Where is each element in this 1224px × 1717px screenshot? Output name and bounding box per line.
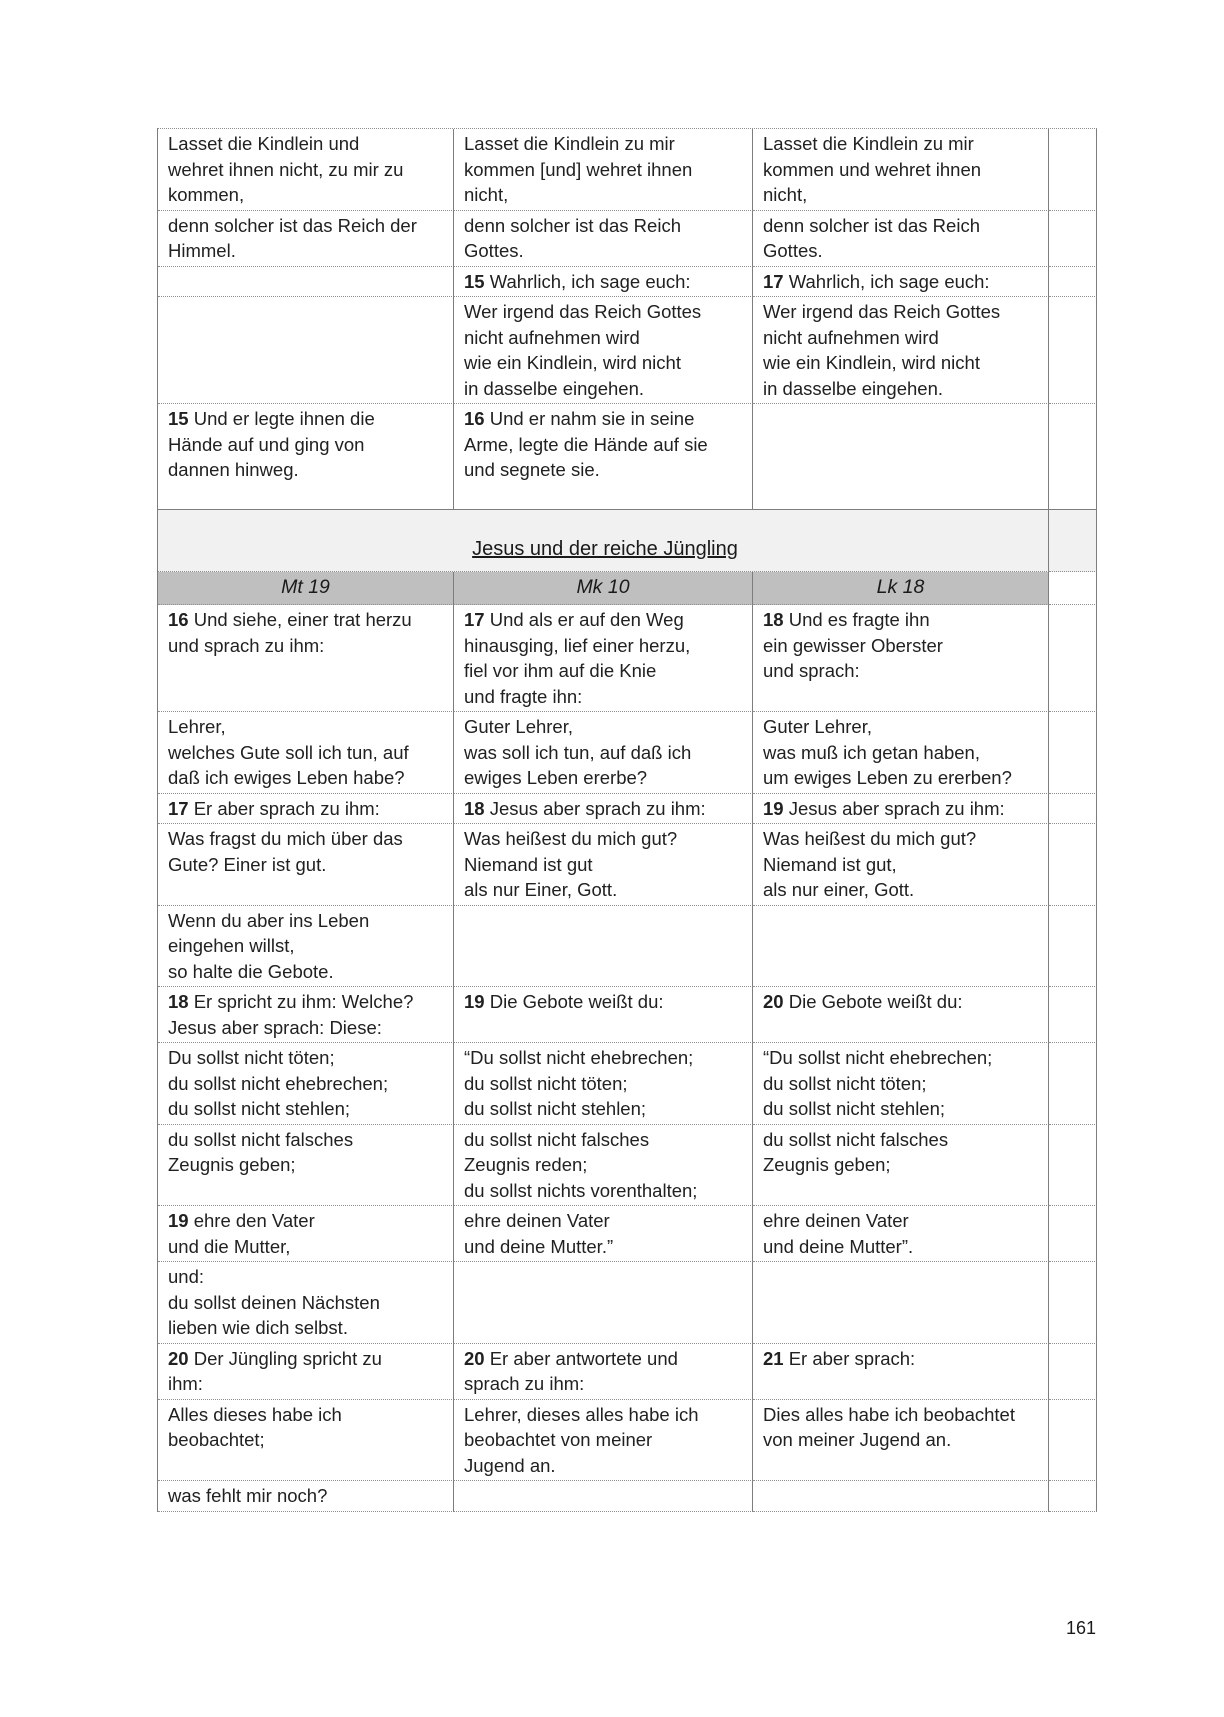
verse-line: Was fragst du mich über das [168, 828, 403, 849]
verse-line: in dasselbe eingehen. [763, 377, 944, 399]
verse-line: du sollst deinen Nächsten [168, 1291, 380, 1313]
verse-line: du sollst nicht stehlen; [464, 1098, 647, 1119]
margin-cell [1049, 510, 1097, 572]
verse-line: kommen und wehret ihnen [763, 158, 982, 180]
verse-line: Dies alles habe ich beobachtet [763, 1403, 1015, 1425]
margin-cell [1049, 906, 1097, 988]
verse-cell-lk [753, 712, 1049, 794]
verse-line: Guter Lehrer, [763, 716, 873, 737]
section-title: Jesus und der reiche Jüngling [472, 537, 738, 560]
verse-cell-mk [454, 712, 753, 794]
verse-cell-mk [454, 1481, 753, 1512]
verse-line: du sollst nichts vorenthalten; [464, 1179, 698, 1201]
verse-cell-mt [158, 1400, 454, 1482]
verse-line: Gottes. [464, 240, 524, 261]
margin-cell [1049, 1043, 1097, 1125]
section-heading-row [158, 510, 1097, 572]
verse-line: beobachtet von meiner [464, 1429, 653, 1450]
verse-line: Niemand ist gut, [763, 853, 897, 875]
verse-line: 17 Und als er auf den Weg [464, 609, 684, 630]
verse-line: Niemand ist gut [464, 853, 593, 875]
verse-line: 19 ehre den Vater [168, 1210, 315, 1231]
margin-cell [1049, 605, 1097, 712]
margin-cell [1049, 794, 1097, 825]
verse-line: 19 Jesus aber sprach zu ihm: [763, 797, 1005, 819]
verse-cell-mt [158, 1043, 454, 1125]
verse-line: Lehrer, [168, 716, 226, 737]
verse-cell-lk [753, 129, 1049, 211]
verse-line: du sollst nicht falsches [464, 1128, 650, 1150]
verse-line: du sollst nicht stehlen; [763, 1098, 946, 1119]
verse-cell-mk [454, 1344, 753, 1400]
verse-line: nicht, [464, 184, 509, 205]
verse-line: Wer irgend das Reich Gottes [464, 301, 702, 322]
margin-cell [1049, 267, 1097, 298]
verse-cell-mk [454, 794, 753, 825]
verse-line: 18 Jesus aber sprach zu ihm: [464, 797, 706, 819]
verse-line: Lasset die Kindlein zu mir [763, 133, 974, 154]
verse-cell-mt [158, 712, 454, 794]
verse-line: wehret ihnen nicht, zu mir zu [168, 158, 404, 180]
verse-cell-mt [158, 1344, 454, 1400]
verse-line: und die Mutter, [168, 1235, 291, 1257]
verse-cell-mk [454, 1262, 753, 1344]
section-title-cell [158, 510, 1049, 572]
margin-cell [1049, 129, 1097, 211]
verse-line: sprach zu ihm: [464, 1373, 585, 1394]
verse-cell-mk [454, 1400, 753, 1482]
margin-cell [1049, 824, 1097, 906]
verse-line: du sollst nicht töten; [763, 1072, 927, 1094]
verse-line: was muß ich getan haben, [763, 741, 980, 763]
verse-line: und sprach: [763, 660, 860, 681]
verse-line: als nur einer, Gott. [763, 879, 915, 900]
verse-line: Hände auf und ging von [168, 433, 365, 455]
verse-cell-mt [158, 987, 454, 1043]
verse-line: 15 Wahrlich, ich sage euch: [464, 270, 691, 292]
column-header-label: Mk 10 [576, 576, 630, 599]
verse-line: und segnete sie. [464, 459, 600, 480]
pericope-table-children-blessing [158, 129, 1097, 510]
verse-line: 18 Er spricht zu ihm: Welche? [168, 991, 414, 1012]
verse-cell-mt [158, 404, 454, 510]
page-number: 161 [1065, 1618, 1096, 1638]
verse-cell-mt [158, 605, 454, 712]
verse-line: was soll ich tun, auf daß ich [464, 741, 692, 763]
pericope-table-rich-young-man [158, 605, 1097, 1512]
verse-line: Himmel. [168, 240, 236, 261]
verse-line: du sollst nicht stehlen; [168, 1098, 351, 1119]
verse-line: Zeugnis geben; [168, 1154, 296, 1175]
verse-line: du sollst nicht falsches [168, 1128, 354, 1150]
margin-cell [1049, 712, 1097, 794]
verse-line: eingehen willst, [168, 935, 295, 956]
margin-cell [1049, 211, 1097, 267]
verse-line: Zeugnis geben; [763, 1154, 891, 1175]
verse-cell-mt [158, 1481, 454, 1512]
verse-line: ehre deinen Vater [464, 1210, 610, 1231]
column-header-label: Mt 19 [281, 576, 330, 599]
verse-cell-mk [454, 987, 753, 1043]
margin-cell [1049, 297, 1097, 404]
verse-line: Du sollst nicht töten; [168, 1047, 335, 1068]
verse-line: 17 Er aber sprach zu ihm: [168, 797, 380, 819]
verse-line: Gottes. [763, 240, 823, 261]
verse-line: “Du sollst nicht ehebrechen; [464, 1047, 694, 1068]
verse-line: ein gewisser Oberster [763, 634, 943, 656]
verse-line: wie ein Kindlein, wird nicht [464, 352, 681, 373]
verse-line: Arme, legte die Hände auf sie [464, 433, 708, 455]
verse-cell-mk [454, 1043, 753, 1125]
verse-cell-mt [158, 297, 454, 404]
verse-line: Lasset die Kindlein und [168, 133, 360, 154]
verse-cell-lk [753, 404, 1049, 510]
verse-line: denn solcher ist das Reich der [168, 214, 417, 236]
verse-cell-mt [158, 267, 454, 298]
verse-line: und deine Mutter”. [763, 1235, 914, 1257]
verse-line: Gute? Einer ist gut. [168, 853, 327, 875]
verse-line: nicht, [763, 184, 808, 205]
verse-cell-lk [753, 794, 1049, 825]
verse-line: kommen, [168, 184, 245, 205]
verse-line: denn solcher ist das Reich [763, 214, 980, 236]
verse-cell-lk [753, 1400, 1049, 1482]
verse-line: Jugend an. [464, 1454, 556, 1476]
verse-cell-mt [158, 211, 454, 267]
verse-cell-lk [753, 906, 1049, 988]
column-header-mk10 [454, 572, 753, 605]
verse-cell-mk [454, 297, 753, 404]
verse-cell-lk [753, 1481, 1049, 1512]
verse-line: ehre deinen Vater [763, 1210, 909, 1231]
verse-line: und sprach zu ihm: [168, 634, 325, 656]
margin-cell [1049, 1481, 1097, 1512]
verse-line: 19 Die Gebote weißt du: [464, 991, 664, 1012]
verse-line: hinausging, lief einer herzu, [464, 634, 691, 656]
gospel-synopsis-table [157, 128, 1097, 1512]
verse-line: 20 Der Jüngling spricht zu [168, 1347, 382, 1369]
verse-line: Lehrer, dieses alles habe ich [464, 1403, 699, 1425]
margin-cell [1049, 1125, 1097, 1207]
verse-cell-lk [753, 1206, 1049, 1262]
margin-cell [1049, 1344, 1097, 1400]
verse-cell-mt [158, 1206, 454, 1262]
column-header-label: Lk 18 [876, 576, 925, 599]
verse-cell-lk [753, 1344, 1049, 1400]
verse-line: Was heißest du mich gut? [464, 828, 678, 849]
verse-cell-mt [158, 1262, 454, 1344]
margin-cell [1049, 404, 1097, 510]
column-header-row [158, 572, 1097, 605]
verse-line: 17 Wahrlich, ich sage euch: [763, 270, 990, 292]
verse-line: 20 Die Gebote weißt du: [763, 991, 963, 1012]
verse-cell-mk [454, 824, 753, 906]
verse-line: 18 Und es fragte ihn [763, 609, 930, 630]
margin-cell [1049, 1262, 1097, 1344]
verse-line: nicht aufnehmen wird [763, 326, 939, 348]
verse-line: fiel vor ihm auf die Knie [464, 660, 657, 681]
verse-line: Lasset die Kindlein zu mir [464, 133, 675, 154]
verse-cell-lk [753, 605, 1049, 712]
verse-cell-lk [753, 267, 1049, 298]
verse-line: ihm: [168, 1373, 203, 1394]
verse-line: um ewiges Leben zu ererben? [763, 767, 1012, 788]
verse-line: Wer irgend das Reich Gottes [763, 301, 1001, 322]
verse-cell-mt [158, 1125, 454, 1207]
verse-cell-lk [753, 1043, 1049, 1125]
verse-line: nicht aufnehmen wird [464, 326, 640, 348]
verse-cell-mk [454, 404, 753, 510]
verse-cell-mk [454, 211, 753, 267]
verse-cell-lk [753, 824, 1049, 906]
column-header-lk18 [753, 572, 1049, 605]
verse-line: 15 Und er legte ihnen die [168, 408, 375, 429]
verse-line: Zeugnis reden; [464, 1154, 588, 1175]
margin-cell [1049, 1400, 1097, 1482]
verse-line: denn solcher ist das Reich [464, 214, 681, 236]
margin-cell [1049, 1206, 1097, 1262]
column-header-mt19 [158, 572, 454, 605]
verse-line: du sollst nicht falsches [763, 1128, 949, 1150]
verse-line: lieben wie dich selbst. [168, 1317, 348, 1338]
verse-line: was fehlt mir noch? [168, 1485, 328, 1506]
verse-cell-mt [158, 794, 454, 825]
verse-line: “Du sollst nicht ehebrechen; [763, 1047, 993, 1068]
verse-line: du sollst nicht töten; [464, 1072, 628, 1094]
verse-cell-mk [454, 1125, 753, 1207]
verse-line: und deine Mutter.” [464, 1235, 614, 1257]
verse-line: Was heißest du mich gut? [763, 828, 977, 849]
verse-cell-mk [454, 906, 753, 988]
verse-cell-mt [158, 824, 454, 906]
margin-cell [1049, 572, 1097, 605]
verse-cell-lk [753, 1262, 1049, 1344]
verse-cell-mk [454, 129, 753, 211]
verse-line: und fragte ihn: [464, 685, 583, 707]
verse-line: wie ein Kindlein, wird nicht [763, 352, 980, 373]
verse-cell-lk [753, 1125, 1049, 1207]
verse-line: Alles dieses habe ich [168, 1403, 342, 1425]
verse-line: daß ich ewiges Leben habe? [168, 767, 405, 788]
verse-line: 21 Er aber sprach: [763, 1347, 916, 1369]
verse-line: so halte die Gebote. [168, 960, 334, 982]
verse-cell-mt [158, 129, 454, 211]
verse-line: welches Gute soll ich tun, auf [168, 741, 409, 763]
verse-cell-mk [454, 605, 753, 712]
verse-line: als nur Einer, Gott. [464, 879, 618, 900]
verse-line: du sollst nicht ehebrechen; [168, 1072, 389, 1094]
verse-cell-mt [158, 906, 454, 988]
verse-line: und: [168, 1266, 205, 1287]
verse-cell-lk [753, 297, 1049, 404]
verse-line: beobachtet; [168, 1429, 265, 1450]
verse-cell-lk [753, 987, 1049, 1043]
margin-cell [1049, 987, 1097, 1043]
verse-line: 16 Und er nahm sie in seine [464, 408, 695, 429]
verse-line: von meiner Jugend an. [763, 1429, 952, 1450]
verse-line: 20 Er aber antwortete und [464, 1347, 678, 1369]
verse-cell-mk [454, 267, 753, 298]
verse-line: dannen hinweg. [168, 459, 299, 480]
verse-line: in dasselbe eingehen. [464, 377, 645, 399]
verse-line: kommen [und] wehret ihnen [464, 158, 693, 180]
verse-line: Wenn du aber ins Leben [168, 909, 370, 931]
verse-line: Guter Lehrer, [464, 716, 574, 737]
verse-cell-lk [753, 211, 1049, 267]
verse-line: ewiges Leben ererbe? [464, 767, 648, 788]
verse-line: Jesus aber sprach: Diese: [168, 1016, 382, 1038]
verse-cell-mk [454, 1206, 753, 1262]
verse-line: 16 Und siehe, einer trat herzu [168, 609, 412, 630]
